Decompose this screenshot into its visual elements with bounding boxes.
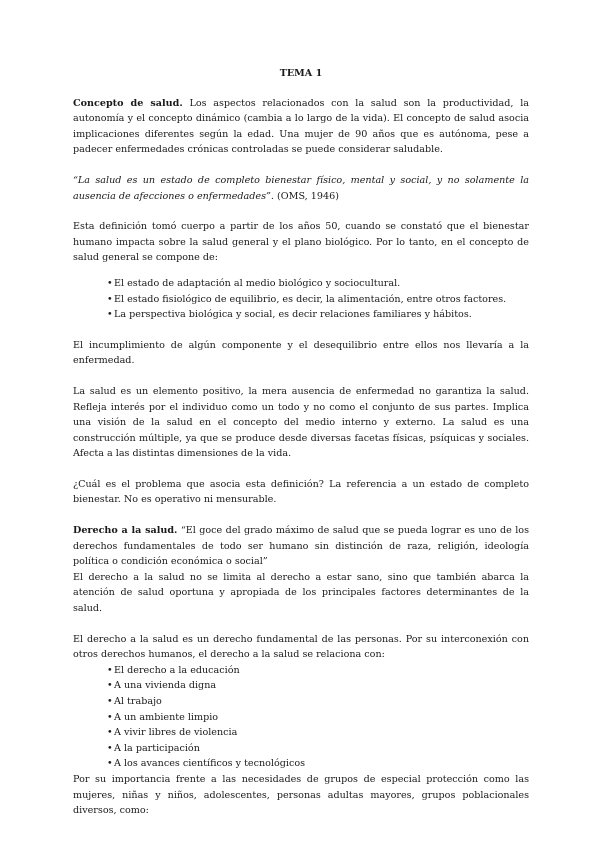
list-item: •A un ambiente limpio bbox=[107, 710, 529, 726]
paragraph-grupos-proteccion: Por su importancia frente a las necesidades de grupos de especial protección como las mujeres, niñas y niños, adolescentes, personas adultas mayores, grupos poblacionales diversos, como: bbox=[73, 773, 529, 817]
quote-oms-text: “La salud es un estado de completo bienestar físico, mental y social, y no solamente la ausencia de afecciones o enfermedades”. bbox=[73, 174, 529, 202]
list-item: •El derecho a la educación bbox=[107, 663, 529, 679]
paragraph-derecho-fundamental: El derecho a la salud es un derecho fundamental de las personas. Por su interconexión con otros derechos humanos, el derecho a la salud se relaciona con: bbox=[73, 633, 529, 661]
quote-oms-source: (OMS, 1946) bbox=[273, 190, 339, 202]
bullet-icon: • bbox=[107, 742, 113, 754]
document-title: TEMA 1 bbox=[279, 68, 323, 79]
heading-derecho-salud: Derecho a la salud. bbox=[73, 525, 178, 537]
list-item: •El estado fisiológico de equilibrio, es decir, la alimentación, entre otros factores. bbox=[107, 292, 529, 308]
bullet-icon: • bbox=[107, 727, 113, 739]
list-item: •El estado de adaptación al medio biológico y sociocultural. bbox=[107, 276, 529, 292]
list-item: •A una vivienda digna bbox=[107, 678, 529, 694]
list-item: •La perspectiva biológica y social, es decir relaciones familiares y hábitos. bbox=[107, 307, 529, 323]
paragraph-definicion: Esta definición tomó cuerpo a partir de los años 50, cuando se constató que el bienestar humano impacta sobre la salud general y el plano biológico. Por lo tanto, en el concepto de salud general se compone de: bbox=[73, 221, 529, 264]
paragraph-derecho-no-limita: El derecho a la salud no se limita al derecho a estar sano, sino que también abarca la atención de salud oportuna y apropiada de los principales factores determinantes de la salud. bbox=[73, 571, 529, 615]
bullet-icon: • bbox=[107, 293, 113, 305]
paragraph-derecho-salud bbox=[73, 523, 529, 570]
paragraph-problema: ¿Cuál es el problema que asocia esta definición? La referencia a un estado de completo bienestar. No es operativo ni mensurable. bbox=[73, 478, 529, 506]
bullet-icon: • bbox=[107, 277, 113, 289]
list-item: •Al trabajo bbox=[107, 694, 529, 710]
paragraph-elemento-positivo: La salud es un elemento positivo, la mera ausencia de enfermedad no garantiza la salud. Refleja interés por el individuo como un todo y no como el conjunto de sus partes. Implica una visión de la salud en el concepto del medio interno y externo. La salud es una construcción múltiple, ya que se produce desde diversas facetas físicas, psíquicas y sociales. Afecta a las distintas dimensiones de la vida. bbox=[73, 385, 529, 460]
heading-concepto-salud: Concepto de salud. bbox=[73, 97, 183, 109]
bullet-icon: • bbox=[107, 664, 113, 676]
list-componentes-salud bbox=[107, 276, 529, 323]
bullet-icon: • bbox=[107, 309, 113, 321]
bullet-icon: • bbox=[107, 758, 113, 770]
bullet-icon: • bbox=[107, 680, 113, 692]
paragraph-concepto-salud bbox=[73, 96, 529, 158]
list-item: •A los avances científicos y tecnológicos bbox=[107, 756, 529, 772]
bullet-icon: • bbox=[107, 711, 113, 723]
paragraph-derecho-salud-text: “El goce del grado máximo de salud que se pueda lograr es uno de los derechos fundamentales de todo ser humano sin distinción de raza, religión, ideología política o condición económica o social” bbox=[73, 525, 529, 568]
list-item: •A vivir libres de violencia bbox=[107, 725, 529, 741]
paragraph-incumplimiento: El incumplimiento de algún componente y el desequilibrio entre ellos nos llevaría a la enfermedad. bbox=[73, 339, 529, 367]
bullet-icon: • bbox=[107, 696, 113, 707]
paragraph-concepto-salud-text: Los aspectos relacionados con la salud son la productividad, la autonomía y el concepto dinámico (cambia a lo largo de la vida). El concepto de salud asocia implicaciones diferentes según la edad. Una mujer de 90 años que es autónoma, pese a padecer enfermedades crónicas controladas se puede considerar saludable. bbox=[73, 97, 529, 156]
list-item: •A la participación bbox=[107, 741, 529, 757]
quote-oms bbox=[73, 173, 529, 204]
list-derechos-relacionados bbox=[107, 663, 529, 772]
document-page bbox=[73, 66, 529, 819]
